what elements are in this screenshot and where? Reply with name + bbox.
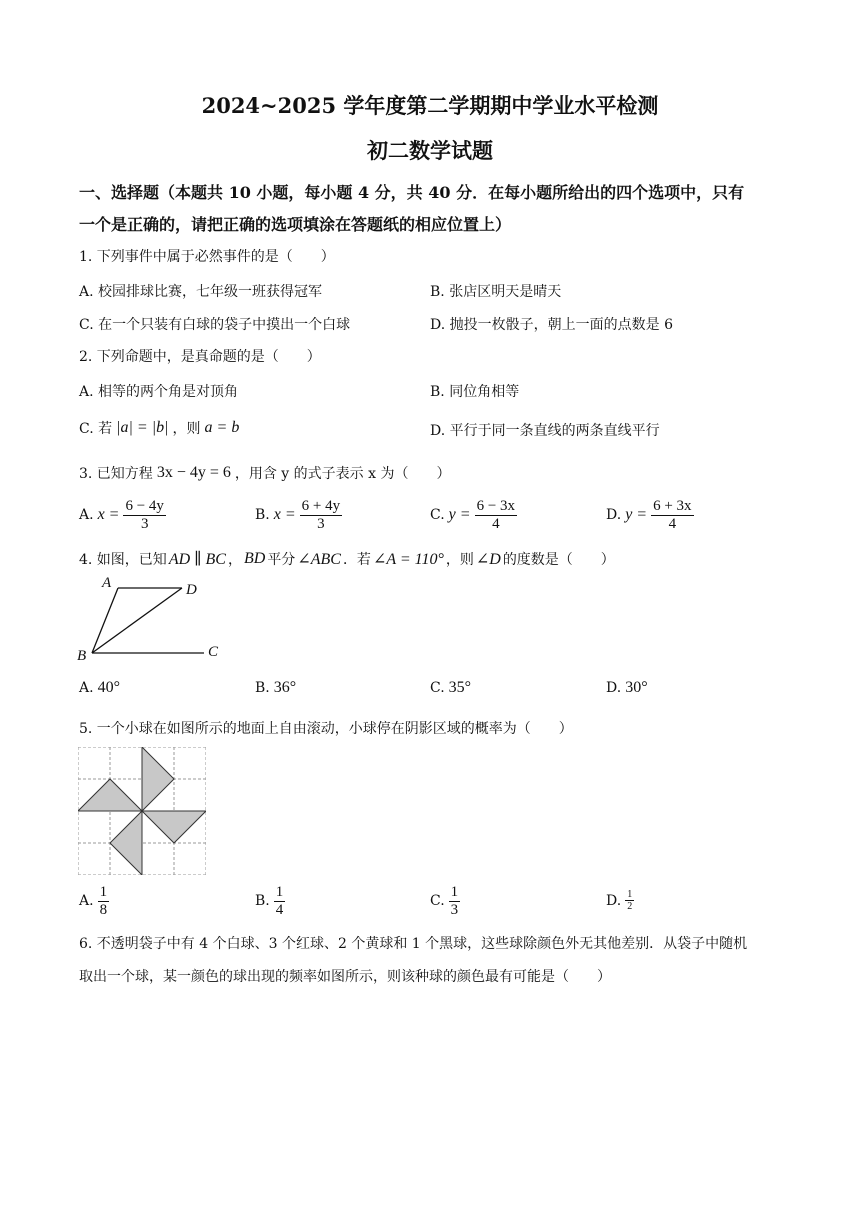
q4-text-bisects: 平分 <box>267 552 296 568</box>
q5-stem: 5. 一个小球在如图所示的地面上自由滚动，小球停在阴影区域的概率为（ ） <box>79 721 573 737</box>
q3-d-lhs: y = <box>625 506 648 523</box>
label-d: D <box>186 582 197 598</box>
q4-cond-bisector: BD <box>243 550 266 567</box>
exam-subtitle: 初二数学试题 <box>367 138 493 163</box>
q2-option-c <box>79 418 239 438</box>
q3-c-label: C. <box>430 507 445 523</box>
q5-c-fraction <box>449 884 461 918</box>
q5-option-d <box>606 889 634 912</box>
q4-b-label: B. <box>255 680 270 696</box>
q4-d-label: D. <box>606 680 622 696</box>
q3-d-den: 4 <box>668 515 677 532</box>
q2-option-d: D. 平行于同一条直线的两条直线平行 <box>430 423 660 439</box>
q4-a-label: A. <box>79 680 94 696</box>
label-b: B <box>77 648 87 664</box>
q5-d-num: 1 <box>627 889 633 900</box>
q5-b-num: 1 <box>275 884 284 900</box>
section-heading-line2: 一个是正确的，请把正确的选项填涂在答题纸的相应位置上） <box>79 215 512 234</box>
q3-b-num: 6 + 4y <box>301 498 341 514</box>
q3-stem-prefix: 3. 已知方程 <box>79 466 153 482</box>
q3-b-den: 3 <box>317 515 325 532</box>
q2-stem: 2. 下列命题中，是真命题的是（ ） <box>79 349 321 365</box>
q2-c-condition: |a| = |b| <box>116 419 169 436</box>
q6-stem-line1: 6. 不透明袋子中有 4 个白球、3 个红球、2 个黄球和 1 个黑球，这些球除颜色外无其他差别．从袋子中随机 <box>79 936 748 952</box>
q3-b-lhs: x = <box>273 506 296 523</box>
q2-option-b: B. 同位角相等 <box>430 384 520 400</box>
q5-d-den: 2 <box>627 901 633 912</box>
q2-c-result: a = b <box>204 419 240 436</box>
q3-option-d <box>606 498 694 532</box>
q3-option-b <box>255 498 342 532</box>
q1-option-c: C. 在一个只装有白球的袋子中摸出一个白球 <box>79 317 351 333</box>
q2-option-a: A. 相等的两个角是对顶角 <box>79 384 239 400</box>
q4-option-b <box>255 679 296 697</box>
q3-c-den: 4 <box>492 515 500 532</box>
q3-b-label: B. <box>255 507 270 523</box>
q4-stem <box>79 549 615 569</box>
q4-a-value: 40° <box>97 679 120 696</box>
q5-a-den: 8 <box>99 901 108 918</box>
q4-cond-angle-d: ∠D <box>475 551 501 568</box>
q4-sep: ， <box>227 552 242 568</box>
q5-option-c <box>430 884 460 918</box>
q5-a-label: A. <box>79 893 94 909</box>
q4-figure <box>74 574 234 666</box>
q3-c-num: 6 − 3x <box>476 498 516 514</box>
q2-c-mid: ，则 <box>172 421 201 437</box>
q3-d-label: D. <box>606 507 622 523</box>
q5-option-a <box>79 884 109 918</box>
q4-text-then: ，则 <box>445 552 474 568</box>
shaded-triangle-bottom <box>110 811 142 875</box>
q3-b-fraction <box>300 498 342 532</box>
q5-c-den: 3 <box>450 901 459 918</box>
q5-b-fraction <box>274 884 286 918</box>
q4-b-value: 36° <box>273 679 297 696</box>
q4-option-d <box>606 679 648 697</box>
q5-a-fraction <box>98 884 110 918</box>
q1-option-a: A. 校园排球比赛，七年级一班获得冠军 <box>79 284 323 300</box>
q4-text-ask: 的度数是（ ） <box>502 552 615 568</box>
q3-d-fraction <box>651 498 693 532</box>
q3-a-num: 6 − 4y <box>125 498 164 514</box>
exam-title: 2024~2025 学年度第二学期期中学业水平检测 <box>201 93 659 118</box>
pinwheel <box>78 747 206 875</box>
q1-option-d: D. 抛投一枚骰子，朝上一面的点数是 6 <box>430 317 673 333</box>
q5-option-b <box>255 884 285 918</box>
shaded-triangle-top <box>142 747 174 811</box>
q3-c-fraction <box>475 498 517 532</box>
q4-cond-angle-a: ∠A = 110° <box>372 551 444 568</box>
q3-option-c <box>430 498 517 532</box>
q4-cond-angle-abc: ∠ABC <box>297 551 341 568</box>
q4-d-value: 30° <box>625 679 648 696</box>
shaded-triangle-right <box>142 811 206 843</box>
q4-c-value: 35° <box>448 679 472 696</box>
q3-a-lhs: x = <box>97 506 120 523</box>
q3-stem <box>79 463 450 483</box>
q5-d-fraction <box>625 889 634 912</box>
q5-d-label: D. <box>606 892 622 909</box>
q1-option-b: B. 张店区明天是晴天 <box>430 284 562 300</box>
q1-stem: 1. 下列事件中属于必然事件的是（ ） <box>79 249 335 265</box>
q3-a-den: 3 <box>140 515 149 532</box>
q5-b-label: B. <box>255 893 270 909</box>
q5-c-num: 1 <box>450 884 459 900</box>
q2-c-prefix: C. 若 <box>79 421 113 437</box>
label-a: A <box>102 575 112 591</box>
q4-option-c <box>430 679 471 697</box>
q4-stem-prefix: 4. 如图，已知 <box>79 552 167 568</box>
q3-equation: 3x − 4y = 6 <box>156 464 231 481</box>
shaded-triangle-left <box>78 779 142 811</box>
q3-c-lhs: y = <box>448 506 471 523</box>
q4-cond-parallel: AD ∥ BC <box>168 551 226 568</box>
label-c: C <box>208 644 219 660</box>
section-heading-line1: 一、选择题（本题共 10 小题，每小题 4 分，共 40 分．在每小题所给出的四个选项中，只有 <box>79 183 745 202</box>
q5-a-num: 1 <box>99 884 108 900</box>
q3-a-label: A. <box>79 507 94 523</box>
q4-c-label: C. <box>430 680 445 696</box>
q3-option-a <box>79 498 166 532</box>
q4-text-if: ．若 <box>342 552 371 568</box>
q4-option-a <box>79 679 120 697</box>
q5-figure <box>78 747 206 875</box>
q5-b-den: 4 <box>275 901 284 918</box>
q3-stem-suffix: ，用含 y 的式子表示 x 为（ ） <box>234 466 451 482</box>
q3-a-fraction <box>123 498 165 532</box>
q6-stem-line2: 取出一个球，某一颜色的球出现的频率如图所示，则该种球的颜色最有可能是（ ） <box>79 969 611 985</box>
q5-c-label: C. <box>430 893 445 909</box>
q3-d-num: 6 + 3x <box>653 498 692 514</box>
